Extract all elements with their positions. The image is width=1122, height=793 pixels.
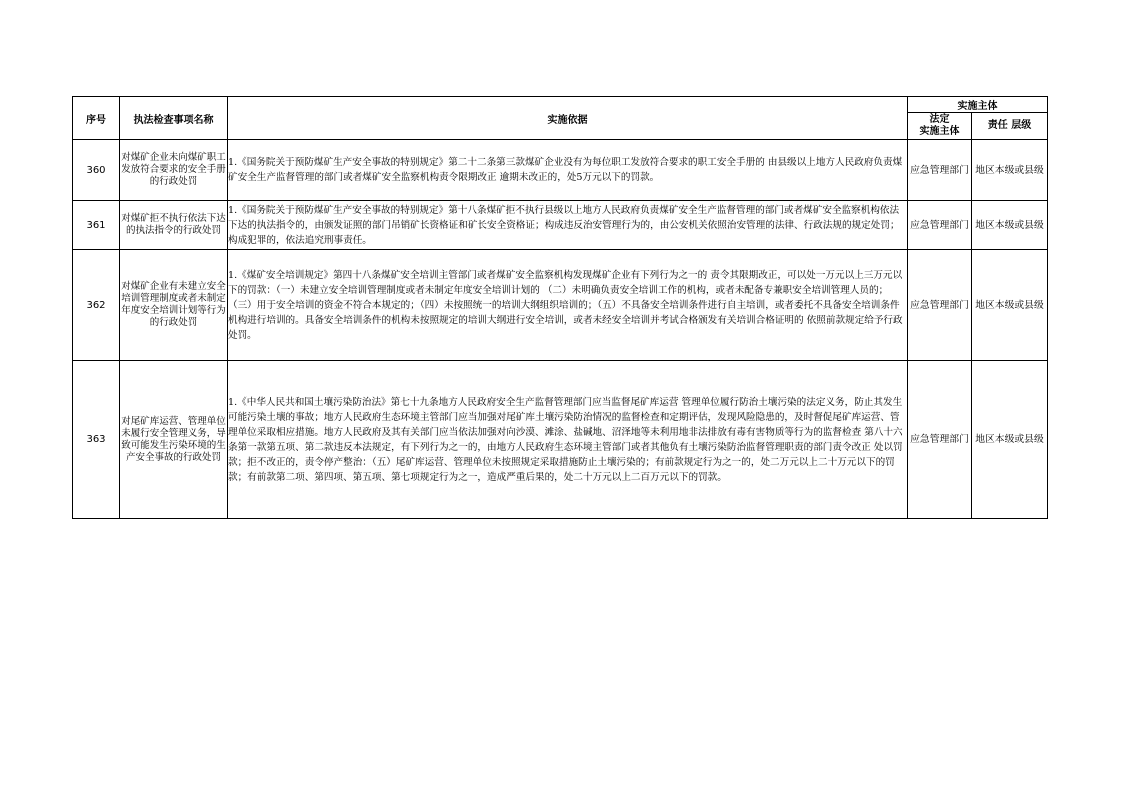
row-seq: 360: [73, 140, 120, 201]
row-basis: 1.《煤矿安全培训规定》第四十八条煤矿安全培训主管部门或者煤矿安全监察机构发现煤矿企业有下列行为之一的 责令其限期改正，可以处一万元以上三万元以下的罚款：（一）未建立安全培训管理制度或者未制定年度安全培训计划的 （二）未明确负责安全培训工作的机构，或者未配备专兼职安全培训管理人员的；（三）用于安全培训的资金不符合本规定的；（四）未按照统一的培训大纲组织培训的；（五）不具备安全培训条件进行自主培训，或者委托不具备安全培训条件机构进行培训的。具备安全培训条件的机构未按照规定的培训大纲进行安全培训，或者未经安全培训并考试合格颁发有关培训合格证明的 依照前款规定给予行政处罚。: [228, 250, 908, 361]
row-item-name: 对煤矿拒不执行依法下达的执法指令的行政处罚: [120, 201, 228, 250]
table-row: [73, 361, 1048, 519]
row-level: 地区本级或县级: [972, 250, 1048, 361]
row-legal-subject: 应急管理部门: [908, 201, 972, 250]
row-level: 地区本级或县级: [972, 361, 1048, 519]
table-row: [73, 140, 1048, 201]
row-basis: 1.《国务院关于预防煤矿生产安全事故的特别规定》第二十二条第三款煤矿企业没有为每位职工发放符合要求的职工安全手册的 由县级以上地方人民政府负责煤矿安全生产监督管理的部门或者煤矿安全监察机构责令限期改正 逾期未改正的，处5万元以下的罚款。: [228, 140, 908, 201]
row-seq: 362: [73, 250, 120, 361]
row-seq: 363: [73, 361, 120, 519]
row-item-name: 对煤矿企业有未建立安全培训管理制度或者未制定年度安全培训计划等行为的行政处罚: [120, 250, 228, 361]
header-row-top: [73, 97, 1048, 113]
row-item-name: 对煤矿企业未向煤矿职工发放符合要求的安全手册的行政处罚: [120, 140, 228, 201]
row-item-name: 对尾矿库运营、管理单位未履行安全管理义务，导致可能发生污染环境的生产安全事故的行政处罚: [120, 361, 228, 519]
row-basis: 1.《中华人民共和国土壤污染防治法》第七十九条地方人民政府安全生产监督管理部门应当监督尾矿库运营 管理单位履行防治土壤污染的法定义务，防止其发生可能污染土壤的事故；地方人民政府生态环境主管部门应当加强对尾矿库土壤污染防治情况的监督检查和定期评估，发现风险隐患的，及时督促尾矿库运营、管理单位采取相应措施。地方人民政府及其有关部门应当依法加强对向沙漠、滩涂、盐碱地、沼泽地等未利用地非法排放有毒有害物质等行为的监督检查 第八十六条第一款第五项、第二款违反本法规定，有下列行为之一的，由地方人民政府生态环境主管部门或者其他负有土壤污染防治监督管理职责的部门责令改正 处以罚款；拒不改正的，责令停产整治：（五）尾矿库运营、管理单位未按照规定采取措施防止土壤污染的；有前款规定行为之一的，处二万元以上二十万元以下的罚款；有前款第二项、第四项、第五项、第七项规定行为之一，造成严重后果的，处二十万元以上二百万元以下的罚款。: [228, 361, 908, 519]
row-legal-subject: 应急管理部门: [908, 140, 972, 201]
row-legal-subject: 应急管理部门: [908, 250, 972, 361]
header-legal-subject: 法定 实施主体: [908, 113, 972, 140]
header-basis: 实施依据: [228, 97, 908, 140]
header-subject-group: 实施主体: [908, 97, 1048, 113]
row-level: 地区本级或县级: [972, 140, 1048, 201]
row-seq: 361: [73, 201, 120, 250]
row-legal-subject: 应急管理部门: [908, 361, 972, 519]
enforcement-items-table: [72, 96, 1048, 519]
header-seq: 序号: [73, 97, 120, 140]
header-level: 责任 层级: [972, 113, 1048, 140]
table-row: [73, 201, 1048, 250]
row-level: 地区本级或县级: [972, 201, 1048, 250]
row-basis: 1.《国务院关于预防煤矿生产安全事故的特别规定》第十八条煤矿拒不执行县级以上地方人民政府负责煤矿安全生产监督管理的部门或者煤矿安全监察机构依法下达的执法指令的，由颁发证照的部门吊销矿长资格证和矿长安全资格证；构成违反治安管理行为的，由公安机关依照治安管理的法律、行政法规的规定处罚；构成犯罪的，依法追究刑事责任。: [228, 201, 908, 250]
table-row: [73, 250, 1048, 361]
header-item-name: 执法检查事项名称: [120, 97, 228, 140]
